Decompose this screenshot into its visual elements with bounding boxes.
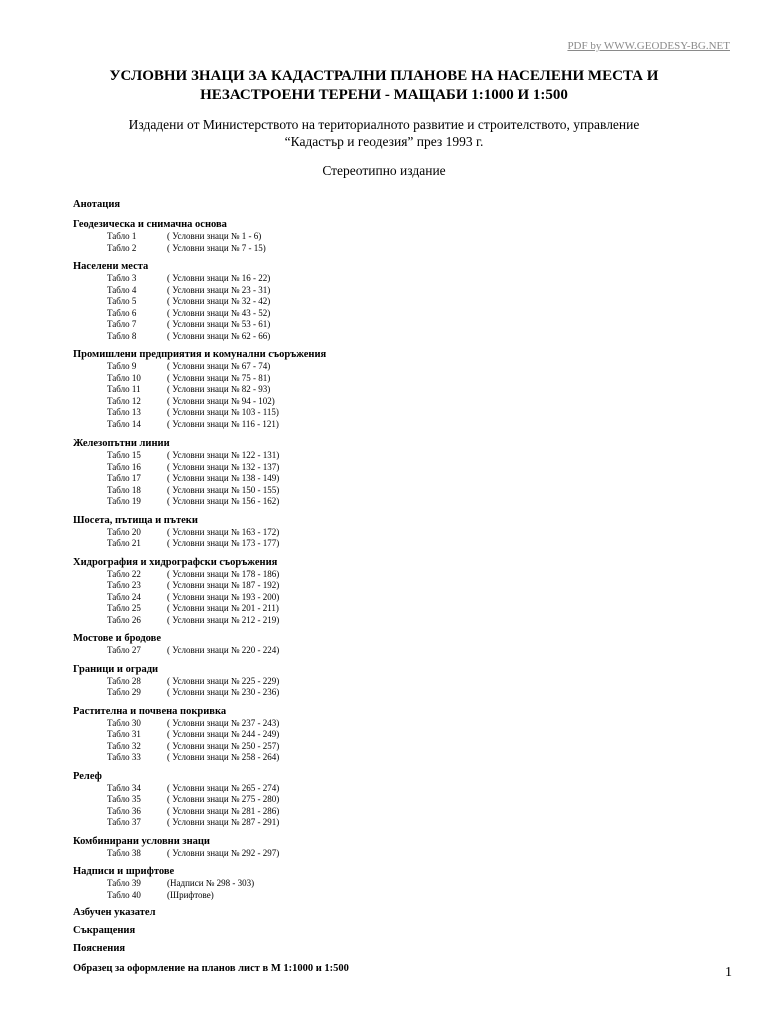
toc-row-label: Табло 22 [107,568,141,579]
toc-row-label: Табло 9 [107,361,137,371]
toc-row-range: ( Условни знаци № 103 - 115) [167,407,279,417]
toc-section-title: Геодезическа и снимачна основа [73,219,227,230]
document-subtitle [0,116,768,150]
toc-row [73,676,713,688]
document-title [0,67,768,105]
toc-row-range: ( Условни знаци № 23 - 31) [167,284,271,295]
toc-row-label: Табло 14 [107,418,141,429]
toc-row [73,231,713,243]
toc-row-range: ( Условни знаци № 193 - 200) [167,591,280,602]
toc-row-label: Табло 15 [107,450,141,460]
toc-row-label: Табло 39 [107,878,141,888]
toc-row [73,741,713,753]
toc-row-label: Табло 31 [107,729,141,739]
toc-row-range: ( Условни знаци № 225 - 229) [167,675,280,686]
toc-row-range: ( Условни знаци № 132 - 137) [167,461,280,472]
toc-row-range: ( Условни знаци № 287 - 291) [167,817,280,827]
toc-row-label: Табло 29 [107,687,141,697]
toc-row-label: Табло 18 [107,484,141,495]
toc-row-label: Табло 8 [107,330,137,341]
toc-row-range: ( Условни знаци № 156 - 162) [167,496,280,506]
toc-row-label: Табло 10 [107,372,141,383]
title-line-1: УСЛОВНИ ЗНАЦИ ЗА КАДАСТРАЛНИ ПЛАНОВЕ НА НАСЕЛЕНИ МЕСТА И [109,68,659,84]
toc-row-range: ( Условни знаци № 250 - 257) [167,740,280,751]
toc-row [73,319,713,331]
toc-row-range: ( Условни знаци № 292 - 297) [167,847,280,858]
toc-row-label: Табло 17 [107,473,141,483]
toc-row-label: Табло 5 [107,296,137,306]
toc-row [73,687,713,699]
toc-row [73,361,713,373]
toc-row [73,718,713,730]
toc-row [73,817,713,829]
toc-row [73,752,713,764]
toc-row [73,783,713,795]
toc-section-title: Комбинирани условни знаци [73,835,210,847]
toc-row-range: ( Условни знаци № 230 - 236) [167,687,280,697]
toc-section-title: Растителна и почвена покривка [73,705,227,717]
toc-row [73,285,713,297]
toc-row [73,473,713,485]
toc-row [73,645,713,657]
toc-row [73,580,713,592]
toc-row [73,373,713,385]
toc-row-range: ( Условни знаци № 138 - 149) [167,473,280,483]
toc-row-range: (Шрифтове) [167,889,214,900]
toc-row-label: Табло 20 [107,526,141,537]
toc-section-title: Хидрография и хидрографски съоръжения [73,556,278,568]
toc-row [73,273,713,285]
toc-row [73,331,713,343]
toc-row-range: ( Условни знаци № 275 - 280) [167,794,280,804]
toc-row-range: ( Условни знаци № 16 - 22) [167,273,271,283]
toc-row-label: Табло 30 [107,717,141,728]
toc-row-range: ( Условни знаци № 178 - 186) [167,568,280,579]
toc-row-range: ( Условни знаци № 7 - 15) [167,242,266,253]
toc-row [73,569,713,581]
toc-section-title: Релеф [73,770,102,782]
toc-section-title: Мостове и бродове [73,633,161,644]
toc-row-label: Табло 36 [107,805,141,816]
toc-row-range: (Надписи № 298 - 303) [167,878,255,888]
toc-row [73,296,713,308]
toc-row-label: Табло 13 [107,407,141,417]
toc-row [73,592,713,604]
edition-label: Стереотипно издание [322,163,446,178]
toc-row [73,603,713,615]
toc-row-range: ( Условни знаци № 187 - 192) [167,580,280,590]
toc-section-title: Съкращения [73,925,136,936]
toc-row-range: ( Условни знаци № 150 - 155) [167,484,280,495]
toc-row-label: Табло 28 [107,675,141,686]
toc-row-range: ( Условни знаци № 53 - 61) [167,319,271,329]
title-line-2: НЕЗАСТРОЕНИ ТЕРЕНИ - МАЩАБИ 1:1000 И 1:500 [200,87,568,103]
toc-row-range: ( Условни знаци № 75 - 81) [167,372,271,383]
toc-row-label: Табло 38 [107,847,141,858]
toc-row-range: ( Условни знаци № 94 - 102) [167,395,275,406]
toc-row-label: Табло 37 [107,817,141,827]
toc-row [73,538,713,550]
toc-row-label: Табло 40 [107,889,141,900]
toc-row [73,419,713,431]
toc-row-range: ( Условни знаци № 163 - 172) [167,526,280,537]
toc-section-title: Шосета, пътища и пътеки [73,514,198,526]
toc-row-label: Табло 24 [107,591,141,602]
toc-row-label: Табло 33 [107,752,141,762]
toc-row-range: ( Условни знаци № 122 - 131) [167,450,280,460]
toc-row-label: Табло 26 [107,614,141,625]
toc-row [73,806,713,818]
toc-row [73,615,713,627]
toc-row [73,890,713,902]
toc-row-range: ( Условни знаци № 244 - 249) [167,729,280,739]
toc-row-label: Табло 1 [107,231,137,241]
toc-section-title: Железопътни линии [73,438,170,449]
toc-row-range: ( Условни знаци № 201 - 211) [167,603,279,613]
toc-row [73,496,713,508]
toc-row-range: ( Условни знаци № 281 - 286) [167,805,280,816]
toc-row [73,462,713,474]
header-link[interactable]: PDF by WWW.GEODESY-BG.NET [567,40,730,52]
toc-row-label: Табло 4 [107,284,137,295]
toc-section-title: Азбучен указател [73,907,156,918]
toc-row-range: ( Условни знаци № 116 - 121) [167,418,279,429]
toc-row-range: ( Условни знаци № 220 - 224) [167,645,280,655]
toc-row-label: Табло 27 [107,645,141,655]
toc-row-label: Табло 12 [107,395,141,406]
toc-section-title: Надписи и шрифтове [73,866,175,877]
toc-section-title: Анотация [73,199,121,210]
toc-row [73,384,713,396]
toc-section-title: Граници и огради [73,663,159,675]
toc-row-range: ( Условни знаци № 67 - 74) [167,361,271,371]
toc-section-title: Населени места [73,261,149,272]
toc-row-range: ( Условни знаци № 82 - 93) [167,384,271,394]
toc-row-label: Табло 23 [107,580,141,590]
toc-row-label: Табло 11 [107,384,141,394]
toc-row [73,878,713,890]
toc-row-range: ( Условни знаци № 258 - 264) [167,752,280,762]
toc-row [73,396,713,408]
subtitle-line-1: Издадени от Министерството на териториалното развитие и строителството, управление [128,117,640,132]
toc-row [73,308,713,320]
toc-row [73,407,713,419]
toc-row-range: ( Условни знаци № 62 - 66) [167,330,271,341]
toc-row-label: Табло 25 [107,603,141,613]
toc-row-label: Табло 7 [107,319,137,329]
toc-row-range: ( Условни знаци № 212 - 219) [167,614,280,625]
toc-row-label: Табло 6 [107,307,137,318]
page-number: 1 [725,965,732,980]
toc-section-title: Образец за оформление на планов лист в М 1:1000 и 1:500 [73,963,349,974]
toc-row [73,527,713,539]
toc-row-label: Табло 19 [107,496,141,506]
toc-row-label: Табло 21 [107,538,141,548]
toc-row [73,243,713,255]
toc-row [73,450,713,462]
toc-row-label: Табло 34 [107,782,141,793]
toc-row-label: Табло 2 [107,242,137,253]
toc-row-range: ( Условни знаци № 237 - 243) [167,717,280,728]
toc-row [73,794,713,806]
toc-row-range: ( Условни знаци № 32 - 42) [167,296,271,306]
toc-row-label: Табло 3 [107,273,137,283]
toc-row [73,848,713,860]
toc-row-range: ( Условни знаци № 173 - 177) [167,538,280,548]
table-of-contents [73,193,713,975]
toc-row-label: Табло 35 [107,794,141,804]
toc-section-title: Пояснения [73,943,126,954]
toc-row [73,485,713,497]
toc-row [73,729,713,741]
toc-row-label: Табло 16 [107,461,141,472]
toc-row-range: ( Условни знаци № 1 - 6) [167,231,262,241]
toc-section-title: Промишлени предприятия и комунални съоръжения [73,349,327,360]
toc-row-range: ( Условни знаци № 43 - 52) [167,307,271,318]
toc-row-range: ( Условни знаци № 265 - 274) [167,782,280,793]
toc-row-label: Табло 32 [107,740,141,751]
subtitle-line-2: “Кадастър и геодезия” през 1993 г. [284,134,484,149]
